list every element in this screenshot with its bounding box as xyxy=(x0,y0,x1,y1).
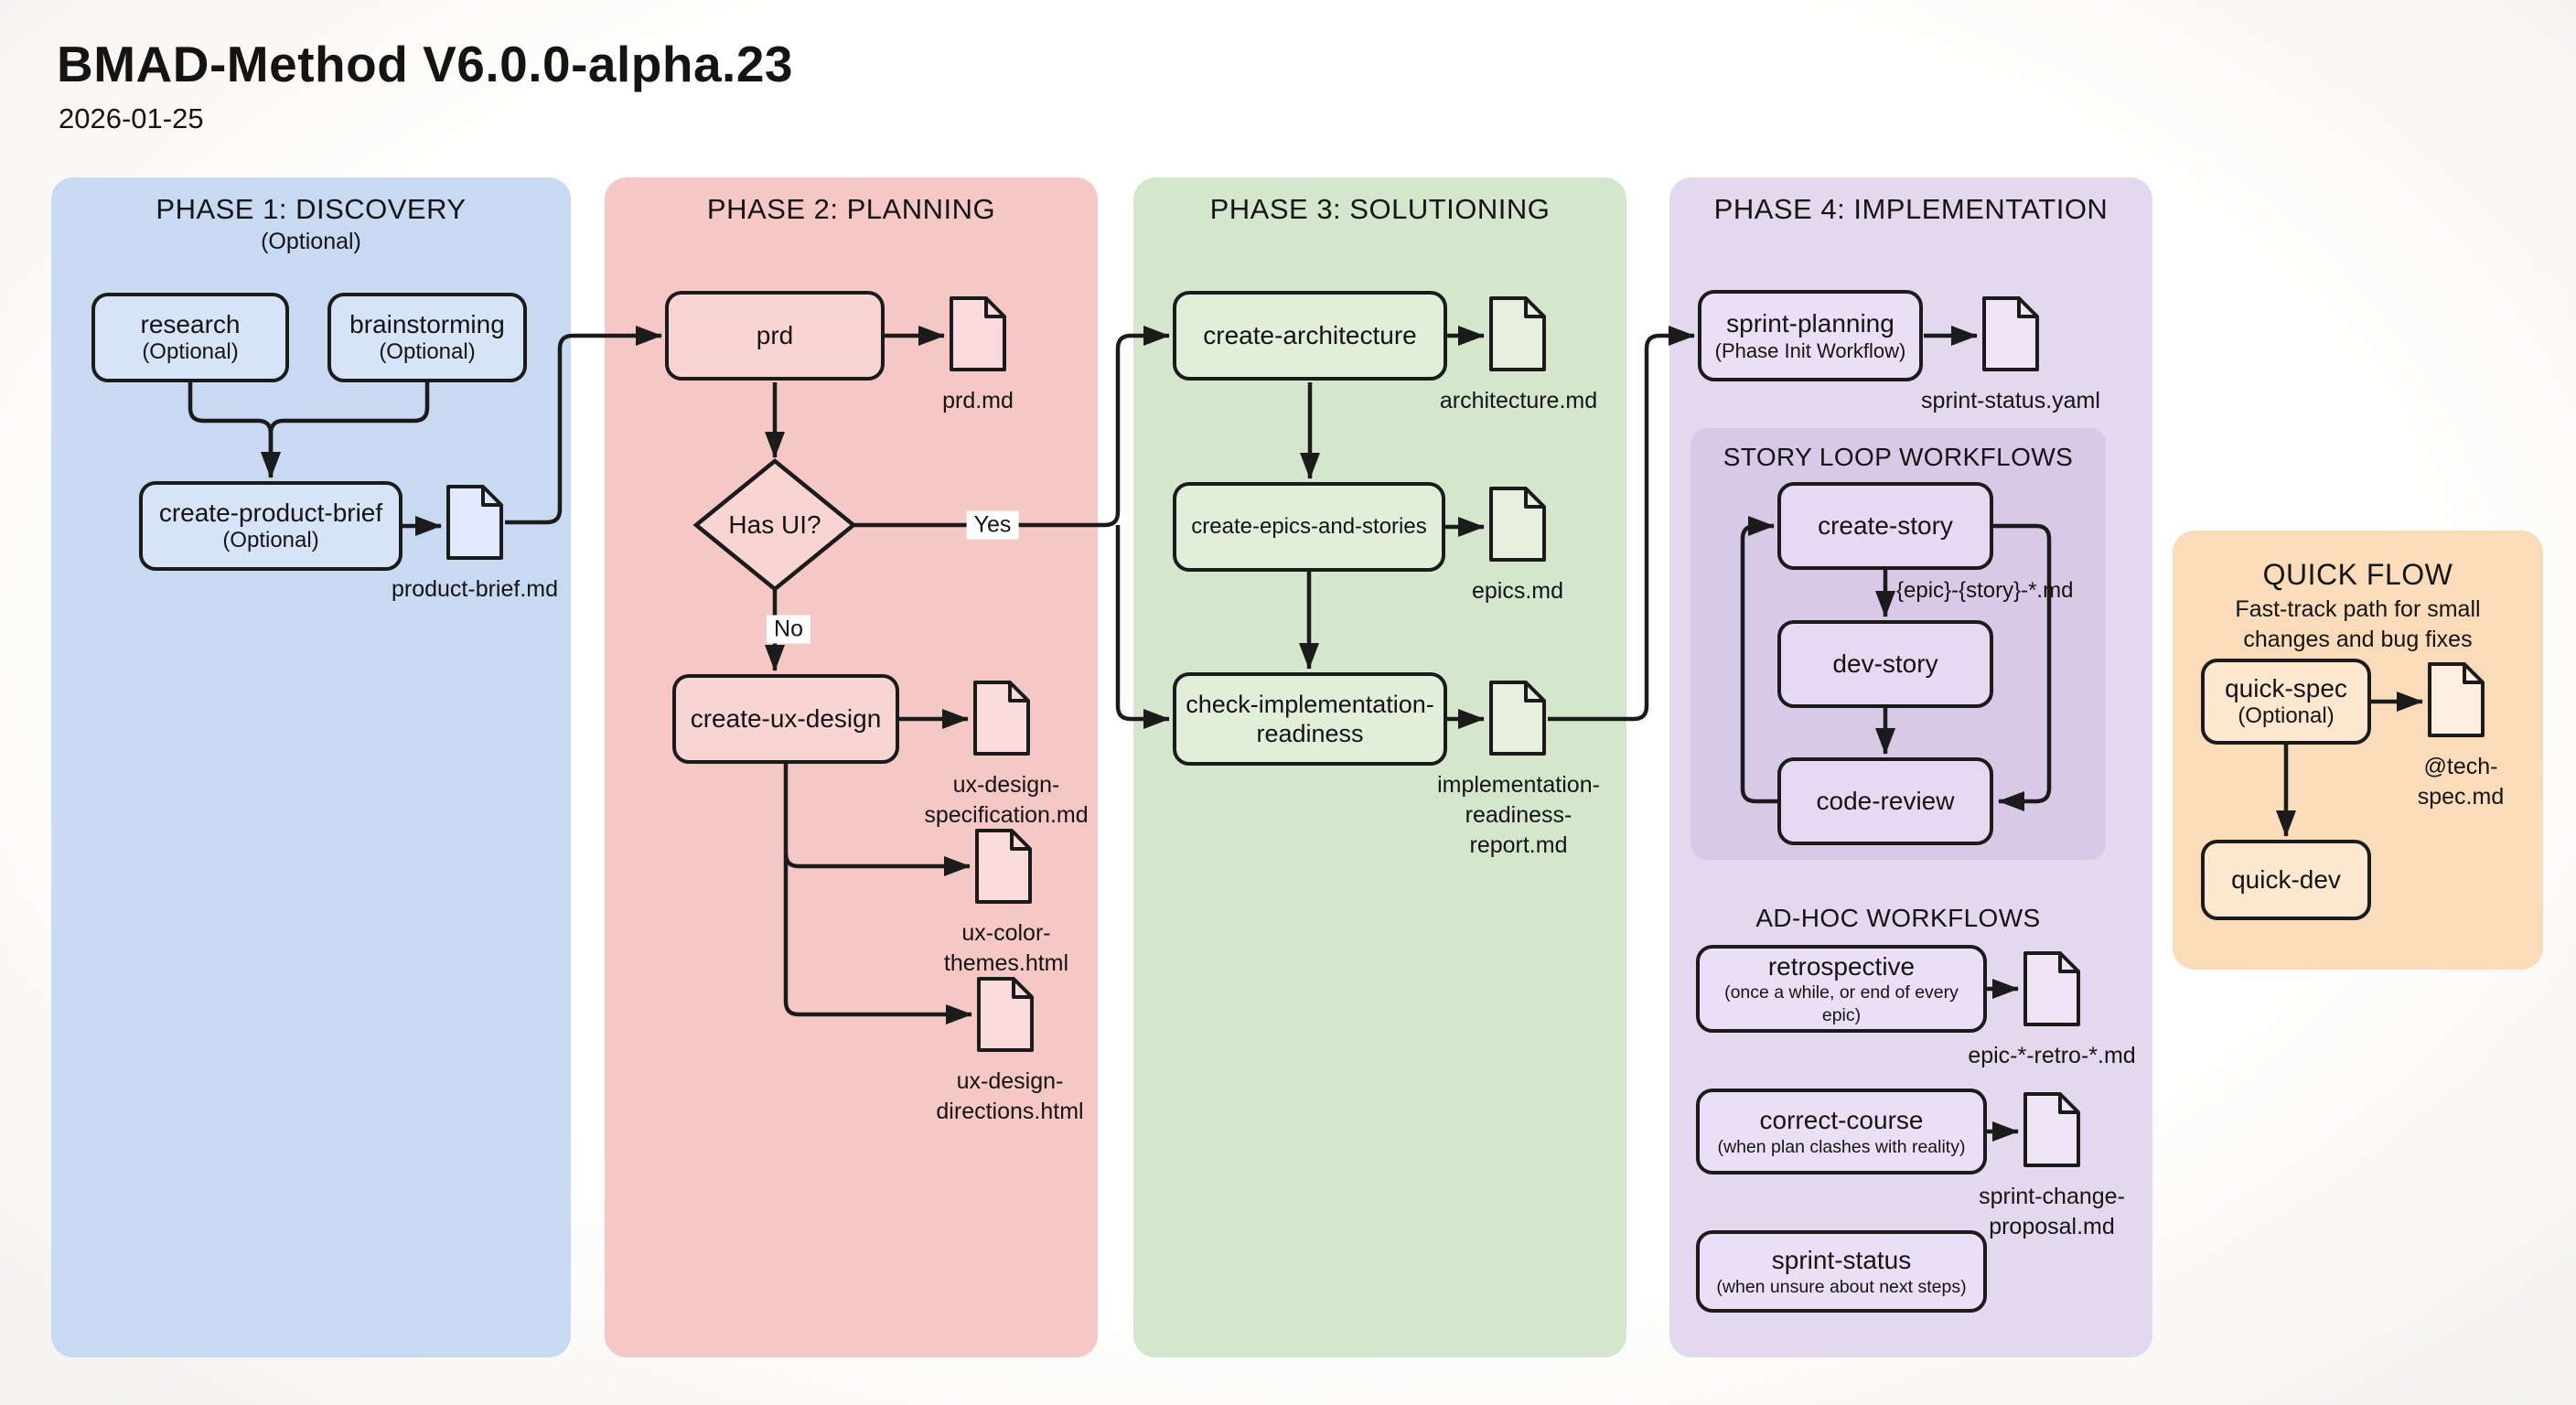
node-create-ux-design xyxy=(672,674,899,764)
doc-label-ux-design-specification: ux-design-specification.md xyxy=(924,772,1089,828)
node-label: correct-course xyxy=(1759,1106,1924,1135)
decision-yes-label: Yes xyxy=(967,511,1019,540)
node-research xyxy=(91,293,289,382)
node-label: code-review xyxy=(1816,787,1955,816)
node-note: (once a while, or end of every epic) xyxy=(1724,982,1959,1025)
phase1-title: PHASE 1: DISCOVERY xyxy=(156,193,467,225)
node-note: (when unsure about next steps) xyxy=(1716,1276,1967,1297)
node-code-review xyxy=(1777,757,1993,845)
node-note: (when plan clashes with reality) xyxy=(1717,1136,1966,1157)
doc-label-ux-design-directions: ux-design-directions.html xyxy=(936,1068,1084,1124)
node-label: check-implementation-readiness xyxy=(1186,690,1434,747)
document-icon-epics xyxy=(1487,485,1548,563)
story-loop-title: STORY LOOP WORKFLOWS xyxy=(1723,443,2074,471)
edge-codereview-to-createstory xyxy=(1743,526,1777,801)
document-icon-tech-spec xyxy=(2426,660,2486,739)
document-icon-implementation-readiness-report xyxy=(1487,679,1548,757)
node-quick-dev xyxy=(2201,840,2371,920)
node-create-story xyxy=(1777,482,1993,570)
edge-brainstorming-to-brief xyxy=(271,382,427,477)
node-brainstorming xyxy=(327,293,527,382)
node-create-architecture xyxy=(1173,291,1447,381)
node-correct-course xyxy=(1696,1089,1987,1174)
node-label: create-product-brief xyxy=(158,498,383,527)
document-icon-sprint-status-yaml xyxy=(1980,295,2041,373)
doc-label-architecture: architecture.md xyxy=(1439,388,1598,413)
node-note: (Optional) xyxy=(142,339,239,365)
document-icon-ux-color-themes xyxy=(973,827,1034,906)
document-icon-ux-design-specification xyxy=(971,679,1032,757)
node-label: dev-story xyxy=(1832,649,1938,679)
node-label: brainstorming xyxy=(349,309,505,338)
node-quick-spec xyxy=(2201,659,2371,745)
edge-yes-to-architecture xyxy=(853,336,1169,525)
document-icon-product-brief xyxy=(445,483,505,562)
phase3-title: PHASE 3: SOLUTIONING xyxy=(1209,193,1551,225)
node-create-product-brief xyxy=(139,481,402,571)
doc-label-implementation-readiness-report: implementation-readiness-report.md xyxy=(1437,772,1600,858)
node-note: (Phase Init Workflow) xyxy=(1714,338,1906,362)
edge-yes-to-check xyxy=(1118,525,1169,719)
node-sprint-planning xyxy=(1698,290,1923,381)
edge-createstory-to-codereview xyxy=(1993,526,2049,801)
node-note: (Optional) xyxy=(379,339,476,365)
phase2-title: PHASE 2: PLANNING xyxy=(706,193,996,225)
page-date: 2026-01-25 xyxy=(59,102,204,134)
page-title: BMAD-Method V6.0.0-alpha.23 xyxy=(57,36,794,92)
ad-hoc-title: AD-HOC WORKFLOWS xyxy=(1755,904,2041,932)
edge-ux-to-colorthemes xyxy=(786,853,970,866)
node-prd xyxy=(665,291,885,381)
node-note: (Optional) xyxy=(2238,703,2334,729)
node-label: create-ux-design xyxy=(690,704,882,734)
node-retrospective xyxy=(1696,945,1987,1033)
phase1-subtitle: (Optional) xyxy=(261,228,361,254)
document-icon-prd xyxy=(948,295,1008,373)
edge-research-to-brief xyxy=(190,382,271,477)
node-label: sprint-planning xyxy=(1726,309,1894,338)
decision-has-ui-label: Has UI? xyxy=(728,510,821,539)
node-label: quick-spec xyxy=(2225,673,2347,702)
quick-flow-subtitle: Fast-track path for small changes and bug fixes xyxy=(2235,596,2481,652)
node-label: retrospective xyxy=(1767,951,1916,981)
quick-flow-title: QUICK FLOW xyxy=(2262,558,2453,591)
node-label: prd xyxy=(756,321,794,350)
decision-no-label: No xyxy=(767,616,810,644)
doc-label-ux-color-themes: ux-color-themes.html xyxy=(943,920,1069,976)
node-label: quick-dev xyxy=(2231,865,2341,895)
node-note: (Optional) xyxy=(222,528,319,553)
doc-label-epics: epics.md xyxy=(1471,578,1564,604)
doc-label-tech-spec: @tech-spec.md xyxy=(2417,754,2505,810)
doc-label-product-brief: product-brief.md xyxy=(391,576,559,602)
document-icon-ux-design-directions xyxy=(975,975,1036,1054)
node-label: create-architecture xyxy=(1203,321,1417,350)
node-sprint-status xyxy=(1696,1230,1987,1313)
document-icon-epic-retro xyxy=(2022,949,2082,1028)
node-label: create-story xyxy=(1818,511,1953,541)
node-label: sprint-status xyxy=(1771,1246,1912,1275)
phase4-title: PHASE 4: IMPLEMENTATION xyxy=(1713,193,2109,225)
node-check-implementation-readiness xyxy=(1173,672,1447,766)
doc-label-sprint-change-proposal: sprint-change-proposal.md xyxy=(1979,1184,2125,1239)
node-label: create-epics-and-stories xyxy=(1191,513,1427,539)
doc-label-prd: prd.md xyxy=(942,388,1014,413)
document-icon-sprint-change-proposal xyxy=(2022,1090,2082,1169)
doc-label-epic-retro: epic-*-retro-*.md xyxy=(1968,1043,2136,1068)
doc-label-sprint-status-yaml: sprint-status.yaml xyxy=(1921,388,2100,413)
node-label: research xyxy=(140,309,241,338)
document-icon-architecture xyxy=(1487,295,1548,373)
node-dev-story xyxy=(1777,620,1993,708)
node-create-epics-and-stories xyxy=(1173,482,1445,572)
edge-label-story-file: {epic}-{story}-*.md xyxy=(1896,578,2074,603)
edge-briefdoc-to-prd xyxy=(505,336,661,522)
